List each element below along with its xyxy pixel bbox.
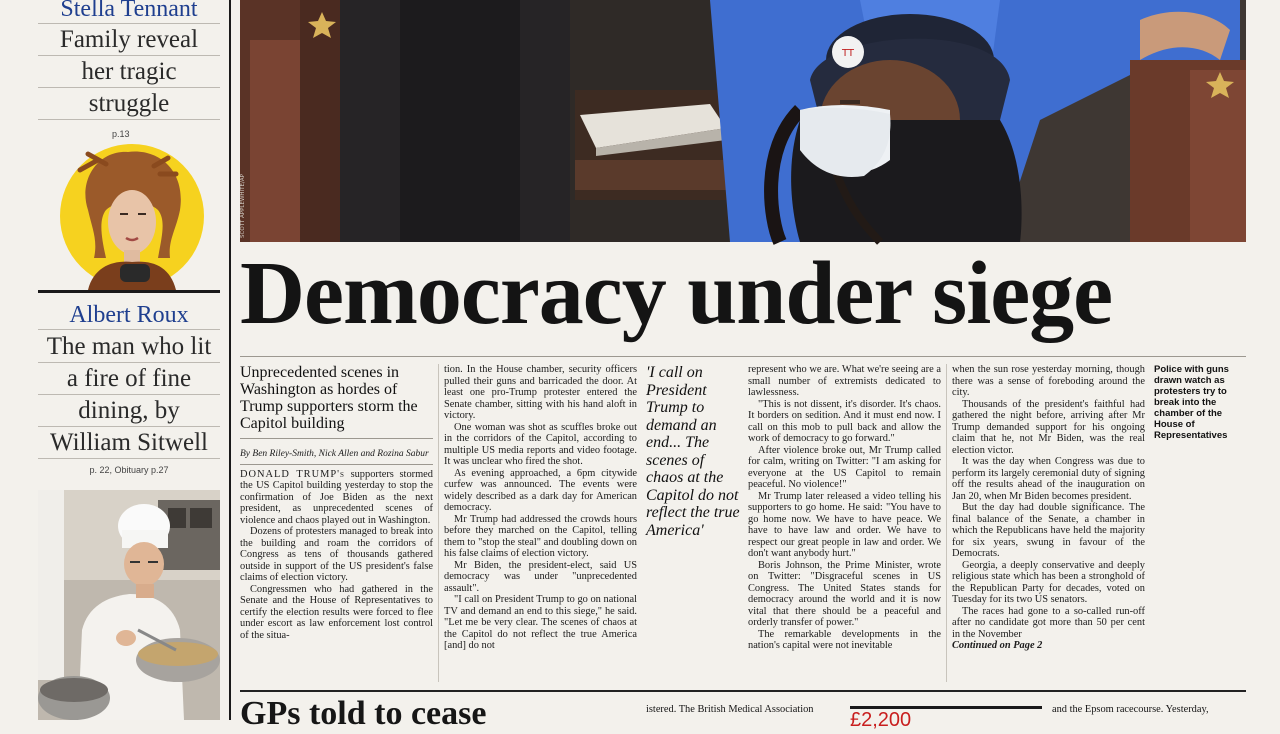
article-column-2: [444, 364, 637, 652]
photo-credit: SCOTT APPLEWHITE/AP: [240, 174, 246, 238]
teaser-2-line[interactable]: dining, by: [78, 397, 180, 424]
body-paragraph: Mr Trump had addressed the crowds hours before they marched on the Capitol, telling them to "stop the steal" and doubling down on his false claims of election victory.: [444, 513, 637, 559]
body-paragraph: One woman was shot as scuffles broke out in the corridors of the Capitol, according to multiple US media reports and video footage. It was unclear who fired the shot.: [444, 421, 637, 467]
divider: [38, 329, 220, 330]
body-paragraph: Georgia, a deeply conservative and deeply religious state which has been a stronghold of the Republican Party for decades, voted on Tuesday for its two US senators.: [952, 559, 1145, 605]
continued-link[interactable]: Continued on Page 2: [952, 640, 1043, 651]
divider: [946, 364, 947, 682]
photo-caption: Police with guns drawn watch as protesters try to break into the chamber of the House of Representatives: [1154, 364, 1229, 441]
divider: [240, 356, 1246, 357]
divider: [38, 458, 220, 459]
divider: [38, 119, 220, 120]
albert-roux-chef-photo-image[interactable]: [38, 490, 220, 720]
body-paragraph: Boris Johnson, the Prime Minister, wrote on Twitter: "Disgraceful scenes in US Congress. The United States stands for democracy around the world and it is now vital that there should be a peaceful and orderly transfer of power.": [748, 559, 941, 628]
divider: [38, 87, 220, 88]
capitol-lead-photo-image[interactable]: [240, 0, 1246, 242]
body-paragraph: As evening approached, a 6pm citywide curfew was announced. The events were widely described as a dark day for American democracy.: [444, 467, 637, 513]
teaser-1-pageref: p.13: [112, 129, 130, 139]
body-paragraph: After violence broke out, Mr Trump called for calm, writing on Twitter: "I am asking for everyone at the US Capitol to remain peaceful. No violence!": [748, 444, 941, 490]
teaser-1-line[interactable]: struggle: [88, 90, 170, 117]
second-story-text: istered. The British Medical Association: [646, 704, 814, 715]
body-paragraph: The remarkable developments in the nation's capital were not inevitable: [748, 628, 941, 651]
standfirst: Unprecedented scenes in Washington as hordes of Trump supporters storm the Capitol building: [240, 364, 418, 432]
stella-tennant-portrait-image[interactable]: [58, 140, 206, 290]
body-paragraph: Mr Biden, the president-elect, said US democracy was under "unprecedented assault".: [444, 559, 637, 594]
third-story-text: and the Epsom racecourse. Yesterday,: [1052, 704, 1209, 715]
divider: [438, 364, 439, 682]
teaser-2-line[interactable]: a fire of fine: [66, 365, 192, 392]
second-story-headline[interactable]: GPs told to cease: [240, 695, 487, 732]
teaser-2-pageref: p. 22, Obituary p.27: [89, 465, 169, 475]
left-teaser-column: [0, 0, 232, 720]
body-paragraph: The races had gone to a so-called run-off after no candidate got more than 50 per cent in the November: [952, 605, 1145, 640]
main-headline[interactable]: Democracy under siege: [240, 244, 1113, 343]
body-paragraph: when the sun rose yesterday morning, though there was a sense of foreboding around the city.: [952, 364, 1145, 398]
divider: [38, 55, 220, 56]
body-paragraph: Congressmen who had gathered in the Senate and the House of Representatives to certify the election results were forced to flee under escort as law enforcement lost control of the situa-: [240, 583, 433, 641]
body-paragraph: tion. In the House chamber, security officers pulled their guns and barricaded the door. At least one pro-Trump protester entered the Senate chamber, sitting with his hand aloft in victory.: [444, 364, 637, 421]
column-divider: [229, 0, 231, 720]
body-paragraph: But the day had double significance. The final balance of the Senate, a chamber in which the Republicans have held the majority for six years, swung in favour of the Democrats.: [952, 502, 1145, 559]
divider: [38, 362, 220, 363]
article-column-4: [748, 364, 941, 652]
teaser-1-name[interactable]: Stella Tennant: [60, 0, 198, 22]
divider: [240, 690, 1246, 692]
teaser-1-line[interactable]: her tragic: [81, 58, 177, 85]
teaser-2-line[interactable]: William Sitwell: [49, 429, 208, 456]
teaser-2-name[interactable]: Albert Roux: [69, 302, 189, 328]
body-paragraph: Dozens of protesters managed to break into the building and roam the corridors of Congress as tens of thousands gathered outside in support of the US president's false claims of election victory.: [240, 526, 433, 583]
divider: [38, 23, 220, 24]
teaser-2-line[interactable]: The man who lit: [46, 333, 212, 360]
price-promo: £2,200: [850, 709, 912, 731]
body-paragraph: Mr Trump later released a video telling his supporters to go home. He said: "You have to go home now. We have to have peace. We have to have law and order. We have to respect our great people in law and order. We don't want anybody hurt.": [748, 490, 941, 559]
divider: [38, 394, 220, 395]
body-paragraph: DONALD TRUMP's supporters stormed the US Capitol building yesterday to stop the confirmation of Joe Biden as the next president, as unprecedented scenes of violence and chaos played out in Washington.: [240, 468, 433, 526]
lead-in: DONALD TRUMP's: [240, 468, 345, 480]
svg-text:TT: TT: [841, 48, 855, 59]
divider: [38, 426, 220, 427]
byline: By Ben Riley-Smith, Nick Allen and Rozina Sabur: [240, 449, 429, 459]
article-column-1: [240, 364, 433, 641]
divider: [240, 464, 433, 465]
teaser-1-line[interactable]: Family reveal: [59, 26, 199, 53]
body-paragraph: Thousands of the president's faithful had gathered the night before, arriving after Mr Trump demanded support for his ongoing claim that he, not Mr Biden, was the real election victor.: [952, 398, 1145, 456]
section-rule: [38, 290, 220, 293]
body-paragraph: represent who we are. What we're seeing are a small number of extremists dedicated to lawlessness.: [748, 364, 941, 398]
body-paragraph: It was the day when Congress was due to perform its largely ceremonial duty of signing off the results ahead of the inauguration on Jan 20, when Mr Biden becomes president.: [952, 456, 1145, 502]
pull-quote: 'I call on President Trump to demand an end... The scenes of chaos at the Capitol do not reflect the true America': [646, 364, 740, 539]
body-paragraph: "This is not dissent, it's disorder. It's chaos. It borders on sedition. And it must end now. I call on this mob to pull back and allow the work of democracy to go forward.": [748, 398, 941, 444]
body-paragraph: "I call on President Trump to go on national TV and demand an end to this siege," he said. "Let me be very clear. The scenes of chaos at the Capitol do not reflect the true America [and] do not: [444, 594, 637, 651]
divider: [240, 438, 433, 439]
article-column-5: [952, 364, 1145, 652]
